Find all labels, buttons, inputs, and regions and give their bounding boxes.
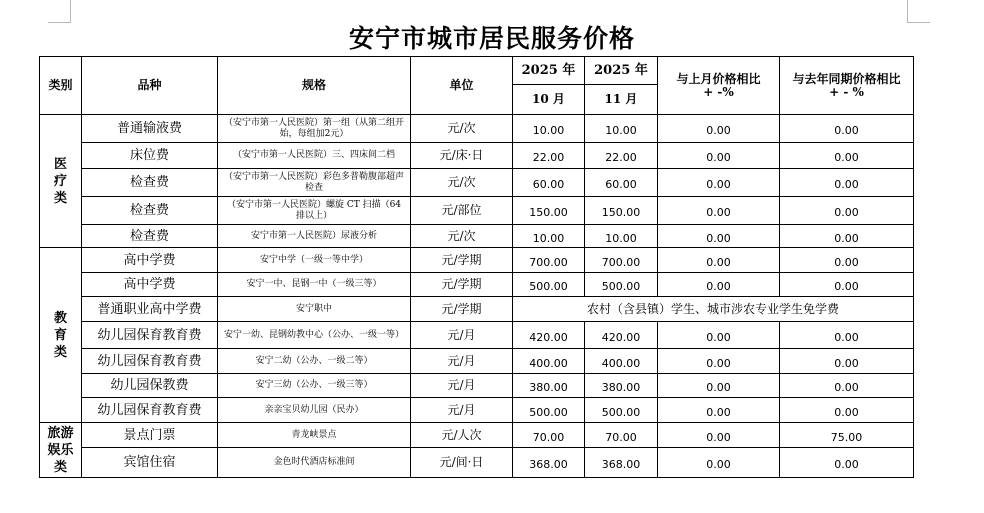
price-nov: 380.00 bbox=[585, 374, 658, 398]
item-name: 检查费 bbox=[82, 225, 218, 248]
table-row bbox=[40, 169, 914, 197]
item-spec: （安宁市第一人民医院）彩色多普勒腹部超声检查 bbox=[218, 169, 411, 197]
category-label-part: 疗 bbox=[53, 173, 67, 189]
category-education bbox=[40, 248, 82, 423]
header-mom-label: 与上月价格相比 bbox=[676, 71, 761, 86]
category-label-part: 医 bbox=[53, 156, 67, 172]
item-spec: 安宁三幼（公办、一级三等） bbox=[218, 374, 411, 398]
price-nov: 400.00 bbox=[585, 349, 658, 374]
header-yoy-label: 与去年同期价格相比 bbox=[792, 71, 901, 86]
change-vs-last-month: 0.00 bbox=[658, 273, 780, 297]
item-name: 普通职业高中学费 bbox=[82, 297, 218, 322]
price-oct: 10.00 bbox=[513, 225, 585, 248]
item-unit: 元/月 bbox=[411, 349, 513, 374]
price-nov: 700.00 bbox=[585, 248, 658, 273]
table-row bbox=[40, 115, 914, 143]
category-label-part: 育 bbox=[53, 327, 67, 343]
item-unit: 元/学期 bbox=[411, 273, 513, 297]
price-oct: 500.00 bbox=[513, 273, 585, 297]
price-oct: 10.00 bbox=[513, 115, 585, 143]
table-row bbox=[40, 273, 914, 297]
page-corner-mark-left bbox=[48, 0, 71, 23]
item-spec: 金色时代酒店标准间 bbox=[218, 448, 411, 478]
header-unit: 单位 bbox=[411, 57, 513, 115]
price-oct: 70.00 bbox=[513, 423, 585, 448]
change-vs-last-month: 0.00 bbox=[658, 143, 780, 169]
price-oct: 400.00 bbox=[513, 349, 585, 374]
header-row-1 bbox=[40, 57, 914, 85]
table-row bbox=[40, 423, 914, 448]
item-name: 景点门票 bbox=[82, 423, 218, 448]
item-name: 幼儿园保教费 bbox=[82, 374, 218, 398]
change-vs-last-year: 0.00 bbox=[780, 115, 914, 143]
table-row bbox=[40, 374, 914, 398]
category-label-part: 类 bbox=[53, 190, 67, 206]
header-spec: 规格 bbox=[218, 57, 411, 115]
table-row bbox=[40, 322, 914, 349]
price-nov: 150.00 bbox=[585, 197, 658, 225]
price-nov: 500.00 bbox=[585, 273, 658, 297]
item-unit: 元/部位 bbox=[411, 197, 513, 225]
price-oct: 150.00 bbox=[513, 197, 585, 225]
item-spec: 安宁一中、昆钢一中（一级三等） bbox=[218, 273, 411, 297]
category-label-part: 类 bbox=[53, 459, 67, 475]
price-nov: 22.00 bbox=[585, 143, 658, 169]
item-spec: （安宁市第一人民医院）第一组（从第二组开始，每组加2元） bbox=[218, 115, 411, 143]
item-unit: 元/月 bbox=[411, 374, 513, 398]
price-nov: 60.00 bbox=[585, 169, 658, 197]
price-oct: 368.00 bbox=[513, 448, 585, 478]
header-category: 类别 bbox=[40, 57, 82, 115]
change-vs-last-month: 0.00 bbox=[658, 448, 780, 478]
change-vs-last-month: 0.00 bbox=[658, 225, 780, 248]
price-nov: 420.00 bbox=[585, 322, 658, 349]
header-yoy-pct: + - % bbox=[829, 84, 864, 99]
item-name: 普通输液费 bbox=[82, 115, 218, 143]
price-nov: 10.00 bbox=[585, 115, 658, 143]
category-tourism bbox=[40, 423, 82, 478]
change-vs-last-year: 0.00 bbox=[780, 225, 914, 248]
category-label-part: 娱乐 bbox=[47, 442, 74, 458]
price-nov: 368.00 bbox=[585, 448, 658, 478]
change-vs-last-year: 0.00 bbox=[780, 197, 914, 225]
change-vs-last-month: 0.00 bbox=[658, 374, 780, 398]
table-row bbox=[40, 297, 914, 322]
price-oct: 22.00 bbox=[513, 143, 585, 169]
page-corner-mark-right bbox=[907, 0, 930, 23]
header-year-oct: 2025 年 bbox=[513, 57, 585, 85]
table-row bbox=[40, 225, 914, 248]
price-oct: 60.00 bbox=[513, 169, 585, 197]
change-vs-last-year: 0.00 bbox=[780, 248, 914, 273]
change-vs-last-year: 0.00 bbox=[780, 273, 914, 297]
item-spec: 安宁二幼（公办、一级二等） bbox=[218, 349, 411, 374]
item-unit: 元/月 bbox=[411, 398, 513, 423]
item-spec: 安宁中学（一级一等中学） bbox=[218, 248, 411, 273]
price-oct: 380.00 bbox=[513, 374, 585, 398]
item-unit: 元/次 bbox=[411, 115, 513, 143]
header-mom bbox=[658, 57, 780, 115]
item-unit: 元/次 bbox=[411, 169, 513, 197]
table-row bbox=[40, 349, 914, 374]
header-year-nov: 2025 年 bbox=[585, 57, 658, 85]
header-yoy bbox=[780, 57, 914, 115]
item-name: 高中学费 bbox=[82, 273, 218, 297]
change-vs-last-year: 75.00 bbox=[780, 423, 914, 448]
item-name: 检查费 bbox=[82, 197, 218, 225]
header-month-oct: 10 月 bbox=[513, 85, 585, 115]
item-spec: 亲亲宝贝幼儿园（民办） bbox=[218, 398, 411, 423]
price-nov: 70.00 bbox=[585, 423, 658, 448]
price-table bbox=[39, 56, 914, 478]
price-oct: 420.00 bbox=[513, 322, 585, 349]
header-item: 品种 bbox=[82, 57, 218, 115]
item-unit: 元/月 bbox=[411, 322, 513, 349]
change-vs-last-year: 0.00 bbox=[780, 398, 914, 423]
item-name: 宾馆住宿 bbox=[82, 448, 218, 478]
item-spec: （安宁市第一人民医院）三、四床间二档 bbox=[218, 143, 411, 169]
header-month-nov: 11 月 bbox=[585, 85, 658, 115]
category-label-part: 教 bbox=[53, 310, 67, 326]
item-unit: 元/间·日 bbox=[411, 448, 513, 478]
item-unit: 元/学期 bbox=[411, 297, 513, 322]
item-name: 检查费 bbox=[82, 169, 218, 197]
table-body bbox=[40, 115, 914, 478]
price-oct: 700.00 bbox=[513, 248, 585, 273]
category-label-part: 类 bbox=[53, 344, 67, 360]
price-nov: 10.00 bbox=[585, 225, 658, 248]
table-row bbox=[40, 448, 914, 478]
table-row bbox=[40, 197, 914, 225]
change-vs-last-month: 0.00 bbox=[658, 398, 780, 423]
table-row bbox=[40, 248, 914, 273]
item-unit: 元/床·日 bbox=[411, 143, 513, 169]
item-name: 幼儿园保育教育费 bbox=[82, 349, 218, 374]
change-vs-last-month: 0.00 bbox=[658, 322, 780, 349]
change-vs-last-year: 0.00 bbox=[780, 322, 914, 349]
price-oct: 500.00 bbox=[513, 398, 585, 423]
category-label-part: 旅游 bbox=[47, 425, 74, 441]
item-name: 床位费 bbox=[82, 143, 218, 169]
item-spec: （安宁市第一人民医院）螺旋 CT 扫描（64 排以上） bbox=[218, 197, 411, 225]
item-name: 幼儿园保育教育费 bbox=[82, 322, 218, 349]
change-vs-last-year: 0.00 bbox=[780, 349, 914, 374]
item-spec: 安宁一幼、昆钢幼教中心（公办、一级一等） bbox=[218, 322, 411, 349]
category-medical bbox=[40, 115, 82, 248]
change-vs-last-year: 0.00 bbox=[780, 374, 914, 398]
change-vs-last-month: 0.00 bbox=[658, 197, 780, 225]
change-vs-last-year: 0.00 bbox=[780, 169, 914, 197]
change-vs-last-month: 0.00 bbox=[658, 423, 780, 448]
item-spec: 安宁职中 bbox=[218, 297, 411, 322]
item-name: 高中学费 bbox=[82, 248, 218, 273]
item-unit: 元/学期 bbox=[411, 248, 513, 273]
table-row bbox=[40, 398, 914, 423]
change-vs-last-month: 0.00 bbox=[658, 248, 780, 273]
change-vs-last-month: 0.00 bbox=[658, 115, 780, 143]
change-vs-last-month: 0.00 bbox=[658, 169, 780, 197]
change-vs-last-month: 0.00 bbox=[658, 349, 780, 374]
item-spec: 安宁市第一人民医院）尿液分析 bbox=[218, 225, 411, 248]
header-mom-pct: + -% bbox=[703, 84, 734, 99]
change-vs-last-year: 0.00 bbox=[780, 143, 914, 169]
item-unit: 元/人次 bbox=[411, 423, 513, 448]
item-unit: 元/次 bbox=[411, 225, 513, 248]
item-spec: 青龙峡景点 bbox=[218, 423, 411, 448]
table-row bbox=[40, 143, 914, 169]
price-nov: 500.00 bbox=[585, 398, 658, 423]
free-tuition-note: 农村（含县镇）学生、城市涉农专业学生免学费 bbox=[513, 297, 914, 322]
page-title: 安宁市城市居民服务价格 bbox=[348, 24, 635, 53]
change-vs-last-year: 0.00 bbox=[780, 448, 914, 478]
item-name: 幼儿园保育教育费 bbox=[82, 398, 218, 423]
